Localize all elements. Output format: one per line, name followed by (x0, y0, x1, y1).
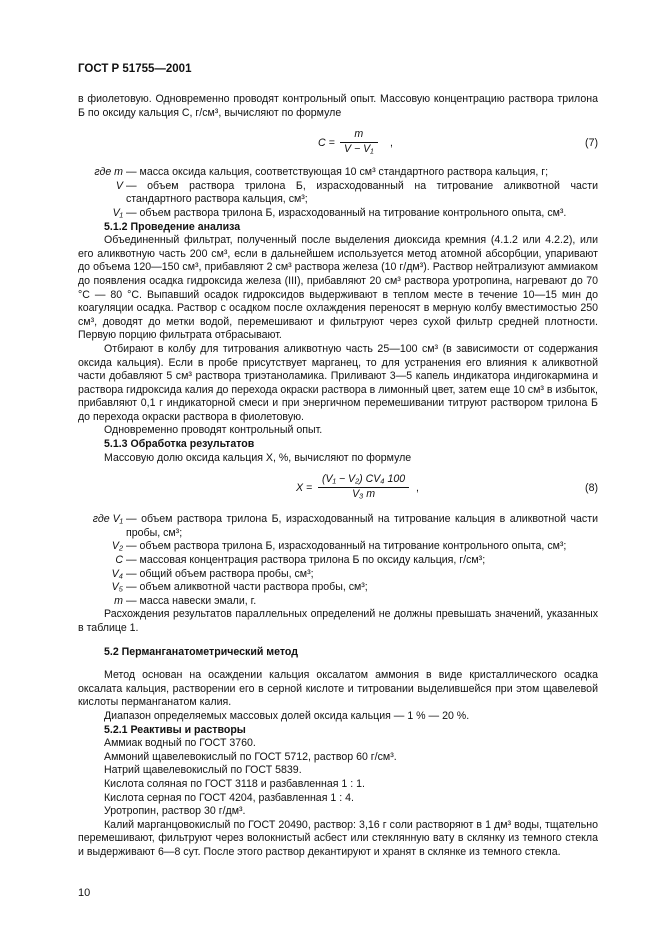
definition-item (78, 554, 598, 568)
reagent-item: Кислота серная по ГОСТ 4204, разбавленная 1 : 4. (104, 791, 354, 804)
formula-8 (78, 465, 598, 513)
reagents-list (78, 737, 598, 819)
definition-symbol: C (115, 554, 123, 567)
paragraph-formula-intro: Массовую долю оксида кальция X, %, вычисляют по формуле (104, 451, 412, 464)
definition-item (78, 180, 598, 207)
definition-symbol: где V₁ (92, 513, 123, 526)
definition-item (78, 166, 598, 180)
definition-symbol: V₄ (111, 567, 123, 580)
definition-symbol: V (115, 179, 123, 192)
paragraph-control: Одновременно проводят контрольный опыт. (104, 424, 323, 437)
definition-text: — масса оксида кальция, соответствующая 10 см³ стандартного раствора кальция, г; (126, 166, 549, 179)
definition-symbol: V₁ (112, 206, 123, 219)
definition-text: — объем аликвотной части раствора пробы, см³; (126, 581, 368, 594)
section-heading-5-1-2: 5.1.2 Проведение анализа (104, 220, 241, 233)
reagent-item: Уротропин, раствор 30 г/дм³. (104, 805, 246, 818)
definition-item (78, 207, 598, 221)
formula-7-denominator: V − V₁ (340, 142, 378, 157)
definition-item (78, 568, 598, 582)
definition-item (78, 540, 598, 554)
document-body (78, 93, 598, 860)
formula-8-numerator: (V₁ − V₂) CV₄ 100 (322, 473, 406, 486)
definition-item (78, 513, 598, 540)
paragraph-permanganate: Калий марганцовокислый по ГОСТ 20490, раствор: 3,16 г соли растворяют в 1 дм³ воды, тщательно перемешивают, фильтруют через волокнистый асбест или стеклянную вату в склянку из темного стекла и выдерживают 6—8 сут. После этого раствор декантируют и хранят в склянке из темного стекла. (78, 818, 598, 858)
formula-8-number: (8) (585, 482, 598, 495)
formula-7-lhs: C = (318, 137, 335, 150)
definition-text: — масса навески эмали, г. (126, 594, 257, 607)
definitions-2 (78, 513, 598, 608)
definition-text: — объем раствора трилона Б, израсходованный на титрование контрольного опыта, см³. (126, 206, 567, 219)
paragraph-method: Метод основан на осаждении кальция оксалатом аммония в виде кристаллического осадка оксалата кальция, растворении его в серной кислоте и титровании выделившейся при этом щавелевой кислоты перманганатом калия. (78, 669, 598, 709)
section-heading-5-2-1: 5.2.1 Реактивы и растворы (104, 723, 246, 736)
formula-7-fraction (340, 128, 378, 156)
definition-text: — массовая концентрация раствора трилона Б по оксиду кальция, г/см³; (126, 554, 486, 567)
reagent-item: Натрий щавелевокислый по ГОСТ 5839. (104, 764, 302, 777)
paragraph-discrepancy: Расхождения результатов параллельных определений не должны превышать значений, указанных в таблице 1. (78, 608, 598, 634)
formula-7-numerator: m (354, 128, 364, 141)
definition-symbol: V₅ (111, 581, 123, 594)
definition-item (78, 595, 598, 609)
formula-8-fraction (318, 473, 409, 501)
definition-symbol: где m (94, 166, 123, 179)
formula-8-lhs: X = (296, 482, 313, 495)
formula-8-denominator: V₃ m (318, 487, 409, 502)
definition-text: — объем раствора трилона Б, израсходованный на титрование кальция в аликвотной части пробы, см³; (126, 513, 598, 539)
formula-7 (78, 120, 598, 166)
formula-7-number: (7) (585, 137, 598, 150)
paragraph-range: Диапазон определяемых массовых долей оксида кальция — 1 % — 20 %. (104, 709, 470, 722)
reagent-item: Кислота соляная по ГОСТ 3118 и разбавленная 1 : 1. (104, 777, 365, 790)
definitions-1 (78, 166, 598, 220)
definition-text: — объем раствора трилона Б, израсходованный на титрование аликвотной части стандартного раствора кальция, см³; (126, 179, 598, 206)
reagent-item: Аммоний щавелевокислый по ГОСТ 5712, раствор 60 г/см³. (104, 750, 397, 763)
document-header: ГОСТ Р 51755—2001 (78, 63, 192, 75)
paragraph-titration: Отбирают в колбу для титрования аликвотную часть 25—100 см³ (в зависимости от содержания оксида кальция). Если в пробе присутствует марганец, то для устранения его влияния к аликвотной части добавляют 5 см³ раствора триэтаноламика. Приливают 3—5 капель индикатора индигокармина и раствора гидроксида калия до перехода окраски раствора в лимонный цвет, затем еще 10 см³ в избыток, прибавляют 0,1 г индикаторной смеси и при энергичном перемешивании титруют раствором трилона Б до перехода окраски раствора в фиолетовую. (78, 342, 598, 423)
definition-text: — общий объем раствора пробы, см³; (126, 567, 314, 580)
page-number: 10 (78, 887, 91, 899)
section-heading-5-2: 5.2 Перманганатометрический метод (104, 645, 298, 658)
definition-symbol: m (114, 594, 123, 607)
reagent-item: Аммиак водный по ГОСТ 3760. (104, 737, 256, 750)
definition-text: — объем раствора трилона Б, израсходованный на титрование контрольного опыта, см³; (126, 540, 567, 553)
section-heading-5-1-3: 5.1.3 Обработка результатов (104, 438, 255, 451)
formula-7-comma: , (390, 137, 393, 150)
formula-8-comma: , (416, 482, 419, 495)
definition-symbol: V₂ (111, 540, 123, 553)
paragraph-intro: в фиолетовую. Одновременно проводят контрольный опыт. Массовую концентрацию раствора трилона Б по оксиду кальция С, г/см³, вычисляют по формуле (78, 93, 598, 119)
definition-item (78, 581, 598, 595)
paragraph-procedure: Объединенный фильтрат, полученный после выделения диоксида кремния (4.1.2 или 4.2.2), или его аликвотную часть 200 см³, если в дальнейшем используется метод атомной абсорбции, упаривают до объема 120—150 см³, прибавляют 2 см³ раствора железа (10 г/дм³). Раствор нейтрализуют аммиаком до появления осадка гидроксида железа (III), прибавляют 20 см³ раствора уротропина, нагревают до 70 °С — 80 °С. Выпавший осадок гидроксидов выдерживают в теплом месте в течение 10—15 мин до коагуляции осадка. Раствор с осадком после охлаждения переносят в мерную колбу вместимостью 250 см³, доводят до метки водой, перемешивают и фильтруют через сухой фильтр средней плотности. Первую порцию фильтрата отбрасывают. (78, 234, 598, 342)
